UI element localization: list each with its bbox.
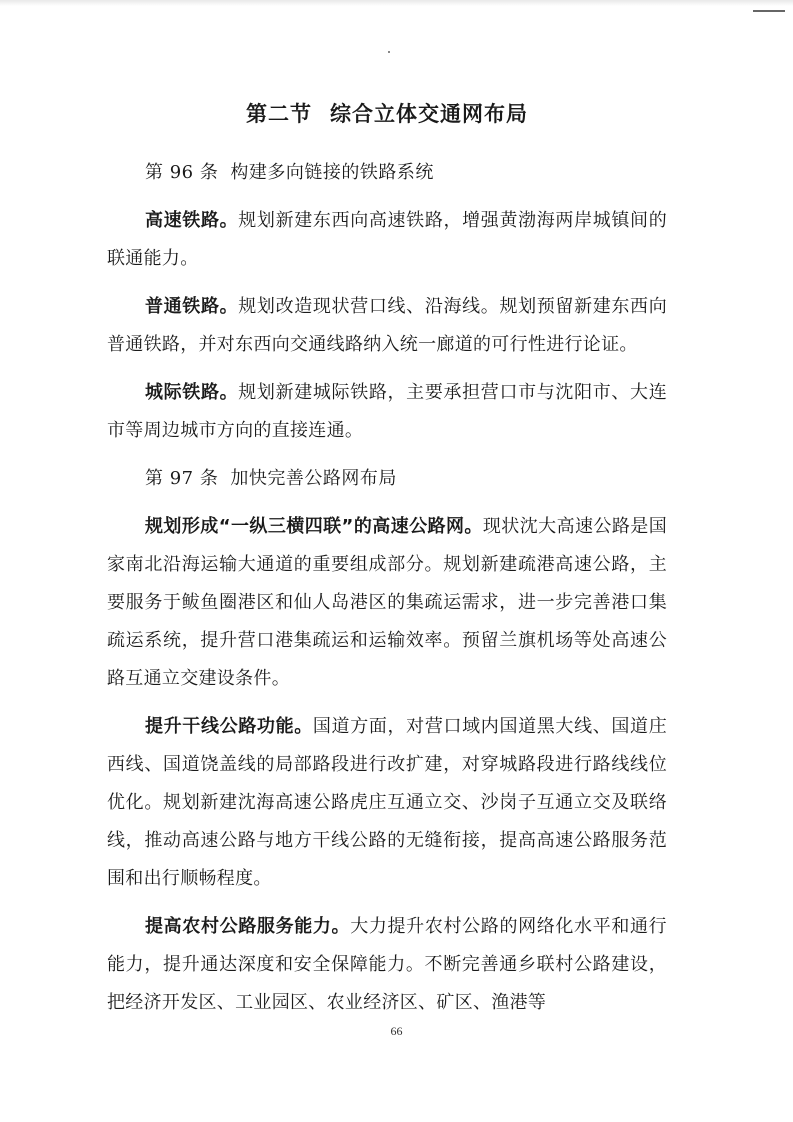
paragraph-lead: 提升干线公路功能。 [145, 716, 313, 737]
paragraph-text: 国道方面，对营口域内国道黑大线、国道庄西线、国道饶盖线的局部路段进行改扩建，对穿城路段进行路线线位优化。规划新建沈海高速公路虎庄互通立交、沙岗子互通立交及联络线，推动高速公路与地方干线公路的无缝衔接，提高高速公路服务范围和出行顺畅程度。 [107, 716, 667, 889]
paragraph-lead: 高速铁路。 [145, 210, 239, 231]
paragraph-text: 规划新建东西向高速铁路，增强黄渤海两岸城镇间的联通能力。 [107, 210, 667, 269]
paragraph-conventional-rail [107, 288, 667, 364]
article-title: 加快完善公路网布局 [230, 468, 397, 489]
section-title [107, 92, 667, 136]
paragraph-rural-roads [107, 908, 667, 1022]
paragraph-trunk-highway [107, 708, 667, 898]
paragraph-text: 现状沈大高速公路是国家南北沿海运输大通道的重要组成部分。规划新建疏港高速公路，主要服务于鲅鱼圈港区和仙人岛港区的集疏运需求，进一步完善港口集疏运系统，提升营口港集疏运和运输效率。预留兰旗机场等处高速公路互通立交建设条件。 [107, 516, 668, 689]
scan-speck [388, 51, 390, 53]
paragraph-lead: 规划形成“一纵三横四联”的高速公路网。 [145, 516, 483, 537]
article-title: 构建多向链接的铁路系统 [230, 162, 434, 183]
scan-top-edge [0, 0, 793, 6]
article-96-heading [107, 154, 667, 192]
scan-corner-mark [753, 10, 785, 12]
article-97-heading [107, 460, 667, 498]
section-title-text: 综合立体交通网布局 [330, 102, 528, 126]
paragraph-text: 规划改造现状营口线、沿海线。规划预留新建东西向普通铁路，并对东西向交通线路纳入统一廊道的可行性进行论证。 [107, 296, 667, 355]
section-number: 第二节 [246, 102, 312, 126]
paragraph-intercity-rail [107, 374, 667, 450]
page-content [107, 92, 667, 1032]
paragraph-lead: 提高农村公路服务能力。 [145, 916, 351, 937]
paragraph-high-speed-rail [107, 202, 667, 278]
paragraph-lead: 城际铁路。 [145, 382, 239, 403]
article-number: 第 96 条 [145, 162, 219, 183]
paragraph-lead: 普通铁路。 [145, 296, 239, 317]
paragraph-text: 规划新建城际铁路，主要承担营口市与沈阳市、大连市等周边城市方向的直接连通。 [107, 382, 667, 441]
paragraph-expressway-network [107, 508, 667, 698]
page-number: 66 [390, 1024, 403, 1038]
paragraph-text: 大力提升农村公路的网络化水平和通行能力，提升通达深度和安全保障能力。不断完善通乡联村公路建设，把经济开发区、工业园区、农业经济区、矿区、渔港等 [107, 916, 667, 1013]
article-number: 第 97 条 [145, 468, 219, 489]
